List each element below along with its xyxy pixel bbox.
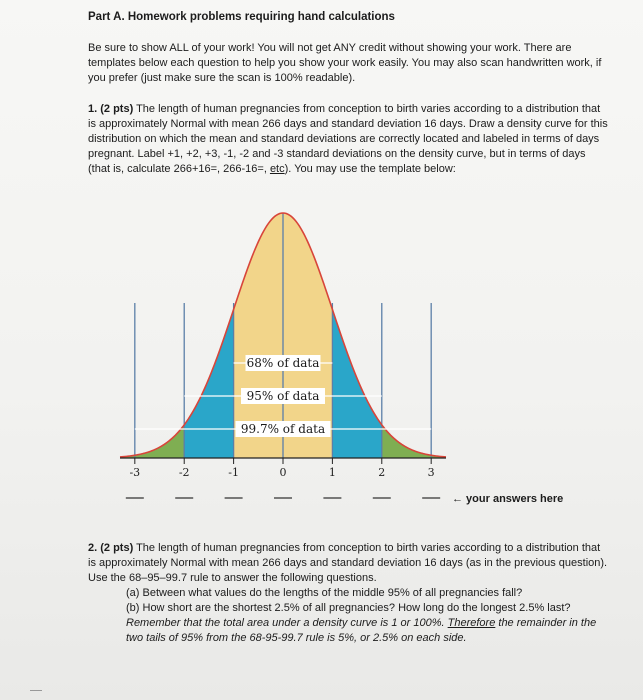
tick-label: 0 xyxy=(279,466,287,479)
question-2-number: 2. (2 pts) xyxy=(88,542,134,554)
tick-label: -2 xyxy=(178,466,190,479)
question-2b-therefore: Therefore xyxy=(447,617,496,629)
question-1-text-a: The length of human pregnancies from conception to birth varies according to a distribution that is approximately Normal with mean 266 days and standard deviation 16 days. Draw a density curve for this distribution on which the mean and standard deviations are correctly located and labeled in terms of days pregnant. Label +1, +2, +3, -1, -2 and -3 standard deviations on the density curve, but in terms of days (that is, calculate 266+16=, 266-16=, xyxy=(88,103,608,175)
band-label: 99.7% of data xyxy=(240,422,326,436)
question-1 xyxy=(88,102,608,177)
question-2b-hint-2: the remainder in the two tails of 95% from the 68-95-99.7 rule is 5%, or 2.5% on each side. xyxy=(126,617,597,644)
answer-note: ← your answers here xyxy=(452,493,564,505)
normal-curve-template xyxy=(118,208,448,513)
tick-label: -3 xyxy=(129,466,141,479)
question-2a: (a) Between what values do the lengths of the middle 95% of all pregnancies fall? xyxy=(126,587,523,599)
question-2-text: The length of human pregnancies from conception to birth varies according to a distribution that is approximately Normal with mean 266 days and standard deviation 16 days (as in the previous question). Use the 68–95–99.7 rule to answer the following questions. xyxy=(88,542,608,584)
rule-bands xyxy=(135,355,431,437)
right-outer-region xyxy=(382,425,446,458)
tick-label: 2 xyxy=(378,466,386,479)
tick-label: 1 xyxy=(328,466,336,479)
section-heading: Part A. Homework problems requiring hand calculations xyxy=(88,11,395,23)
left-outer-region xyxy=(120,425,184,458)
question-1-etc: etc xyxy=(269,163,285,175)
instructions-paragraph: Be sure to show ALL of your work! You will not get ANY credit without showing your work. There are templates below each question to help you show your work easily. You may also scan handwritten work, if you prefer (just make sure the scan is 100% readable). xyxy=(88,42,602,84)
question-2b xyxy=(88,601,608,646)
scan-corner-mark xyxy=(30,690,42,697)
question-2b-hint-1: Remember that the total area under a density curve is 1 or 100%. xyxy=(126,617,448,629)
tick-label: 3 xyxy=(427,466,435,479)
band-label: 95% of data xyxy=(246,389,320,403)
x-ticks xyxy=(129,458,434,479)
question-2b-text: (b) How short are the shortest 2.5% of all pregnancies? How long do the longest 2.5% last? xyxy=(126,602,571,614)
question-2 xyxy=(88,541,608,646)
question-1-text-b: ). You may use the template below: xyxy=(284,163,456,175)
question-1-number: 1. (2 pts) xyxy=(88,103,134,115)
tick-label: -1 xyxy=(228,466,239,479)
band-label: 68% of data xyxy=(246,356,320,370)
